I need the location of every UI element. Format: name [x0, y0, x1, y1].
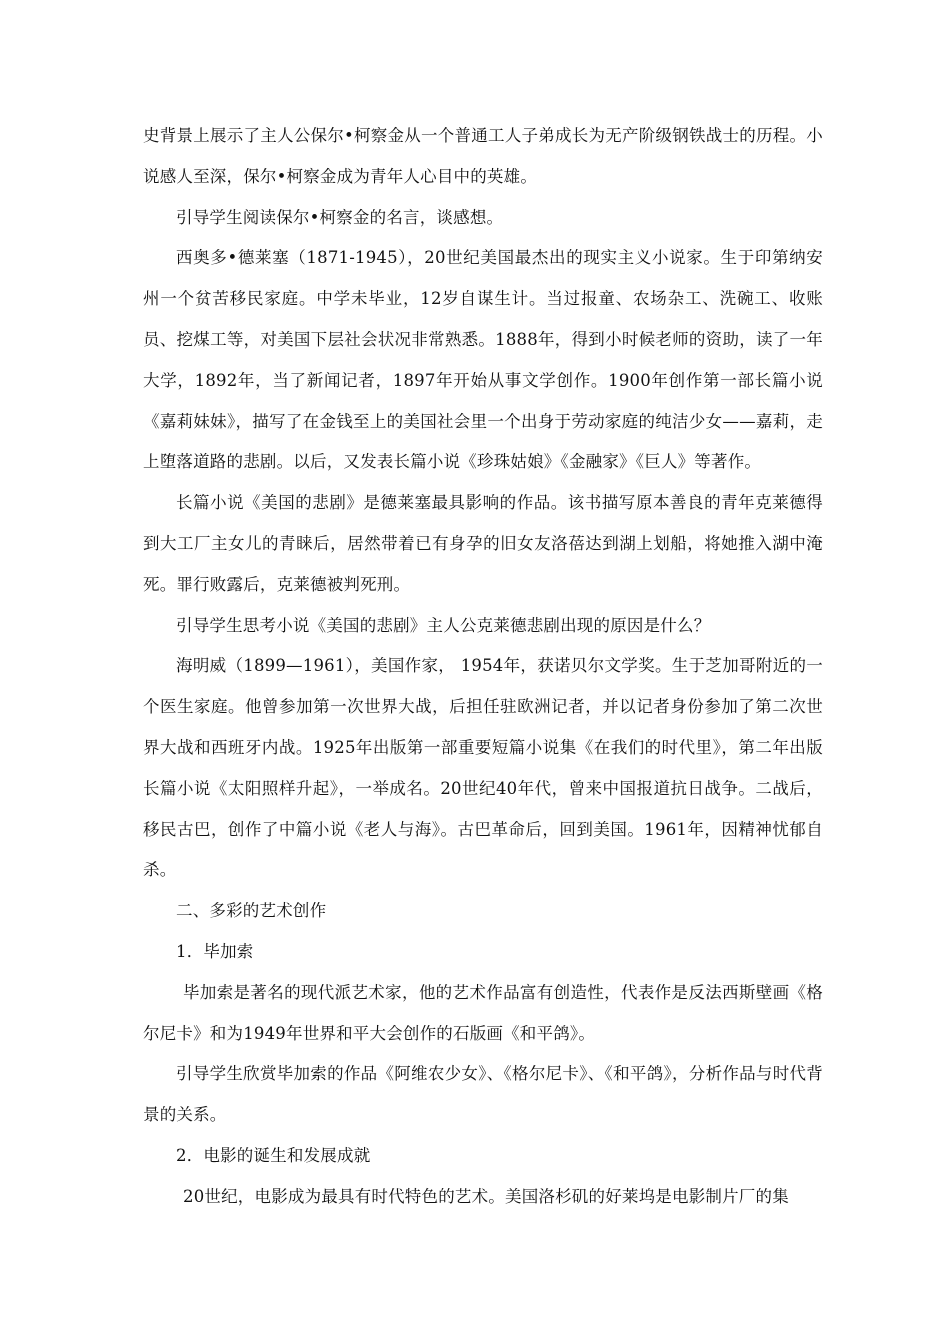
paragraph-2: 引导学生阅读保尔•柯察金的名言，谈感想。 [176, 207, 504, 227]
paragraph-4: 长篇小说《美国的悲剧》是德莱塞最具影响的作品。该书描写原本善良的青年克莱德得到大工厂主女儿的青睐后，居然带着已有身孕的旧女友洛蓓达到湖上划船，将她推入湖中淹死。罪行败露后，克莱德被判死刑。 [143, 493, 823, 594]
section-heading: 二、多彩的艺术创作 [176, 901, 327, 921]
paragraph-1: 史背景上展示了主人公保尔•柯察金从一个普通工人子弟成长为无产阶级钢铁战士的历程。小说感人至深，保尔•柯察金成为青年人心目中的英雄。 [143, 126, 823, 186]
document-body [143, 116, 823, 1218]
subsection-heading-1: 1．毕加索 [176, 941, 254, 961]
paragraph-9: 20世纪，电影成为最具有时代特色的艺术。美国洛杉矶的好莱坞是电影制片厂的集 [183, 1186, 789, 1206]
paragraph-7: 毕加索是著名的现代派艺术家，他的艺术作品富有创造性，代表作是反法西斯壁画《格尔尼卡》和为1949年世界和平大会创作的石版画《和平鸽》。 [143, 982, 823, 1043]
paragraph-3: 西奥多•德莱塞（1871-1945），20世纪美国最杰出的现实主义小说家。生于印第纳安州一个贫苦移民家庭。中学未毕业，12岁自谋生计。当过报童、农场杂工、洗碗工、收账员、挖煤工等，对美国下层社会状况非常熟悉。1888年，得到小时候老师的资助，读了一年大学，1892年，当了新闻记者，1897年开始从事文学创作。1900年创作第一部长篇小说《嘉莉妹妹》，描写了在金钱至上的美国社会里一个出身于劳动家庭的纯洁少女——嘉莉，走上堕落道路的悲剧。以后，又发表长篇小说《珍珠姑娘》《金融家》《巨人》等著作。 [143, 248, 823, 472]
subsection-heading-2: 2．电影的诞生和发展成就 [176, 1145, 371, 1165]
paragraph-8: 引导学生欣赏毕加索的作品《阿维农少女》、《格尔尼卡》、《和平鸽》，分析作品与时代背景的关系。 [143, 1064, 823, 1125]
paragraph-6: 海明威（1899—1961），美国作家， 1954年，获诺贝尔文学奖。生于芝加哥附近的一个医生家庭。他曾参加第一次世界大战，后担任驻欧洲记者，并以记者身份参加了第二次世界大战和西班牙内战。1925年出版第一部重要短篇小说集《在我们的时代里》，第二年出版长篇小说《太阳照样升起》，一举成名。20世纪40年代，曾来中国报道抗日战争。二战后，移民古巴，创作了中篇小说《老人与海》。古巴革命后，回到美国。1961年，因精神忧郁自杀。 [143, 656, 823, 880]
paragraph-5: 引导学生思考小说《美国的悲剧》主人公克莱德悲剧出现的原因是什么？ [176, 615, 711, 635]
